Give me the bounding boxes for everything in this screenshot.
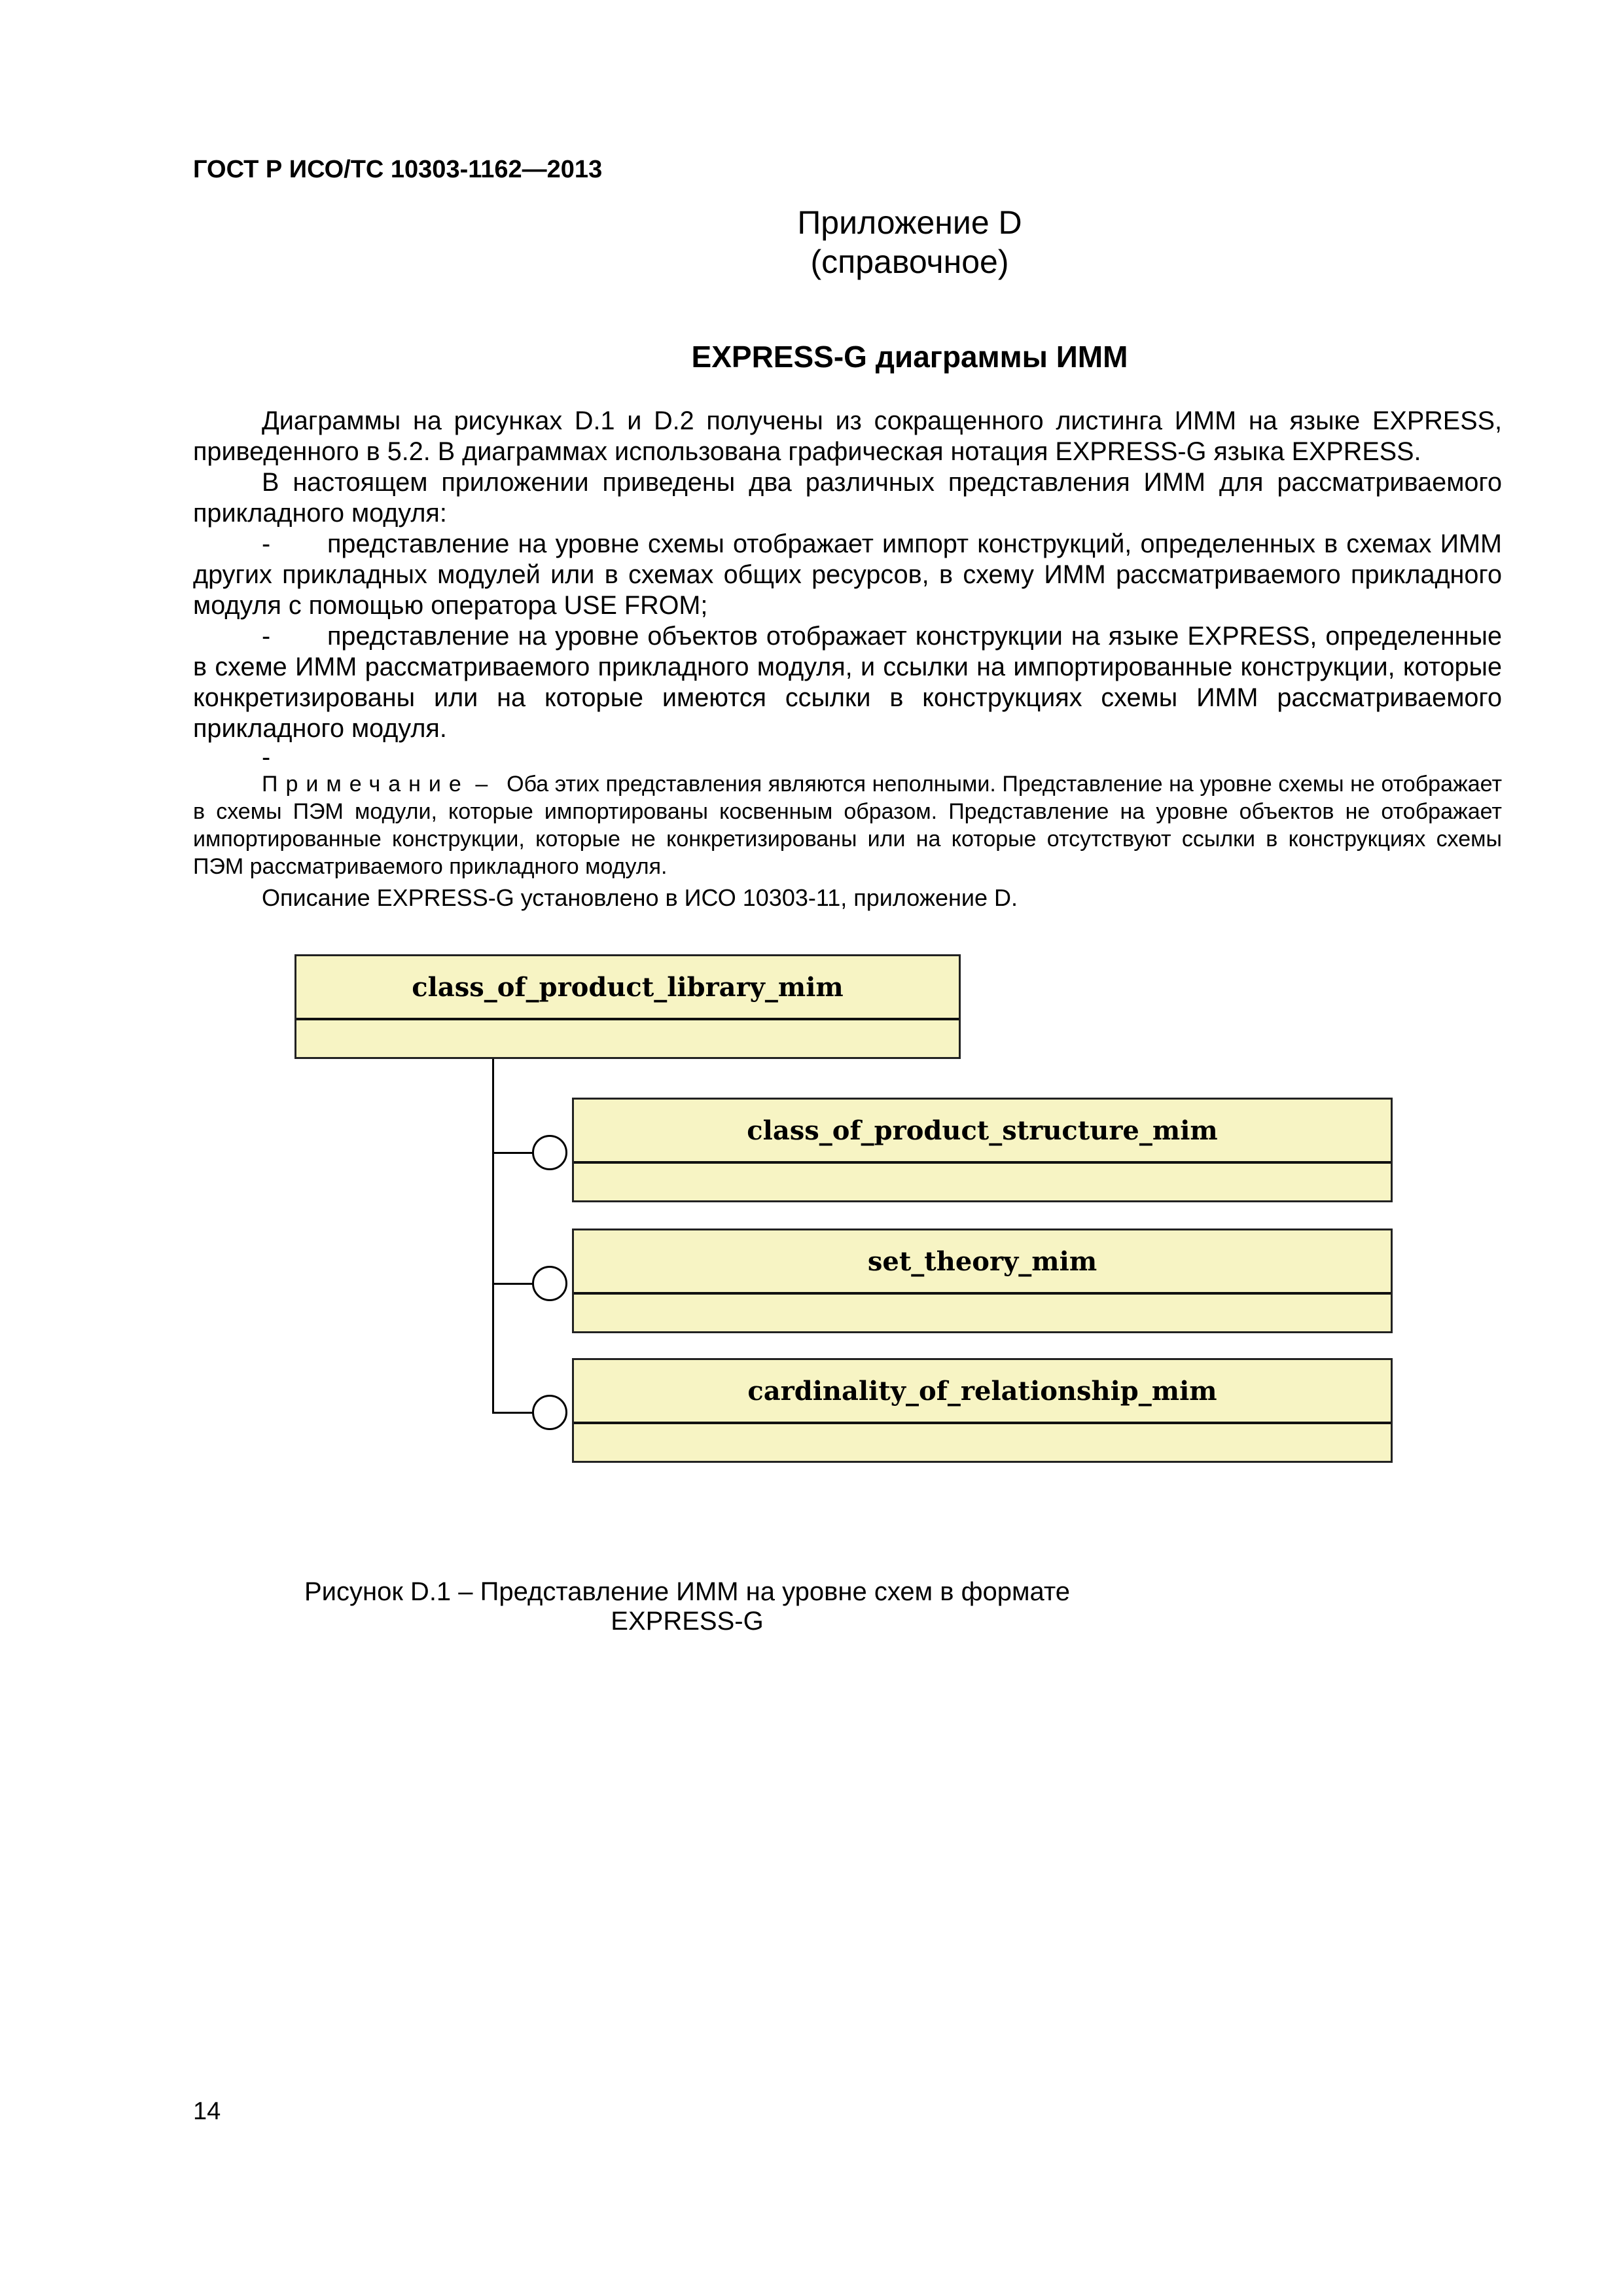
note [193,770,1502,880]
connector-trunk [492,1059,494,1412]
paragraph-intro: Диаграммы на рисунках D.1 и D.2 получены из сокращенного листинга ИММ на языке EXPRESS, приведенного в 5.2. В диаграммах использована графическая нотация EXPRESS-G языка EXPRESS. [193,406,1502,466]
annex-title: Приложение D [797,204,1022,241]
paragraph-description: Описание EXPRESS-G установлено в ИСО 10303-11, приложение D. [262,884,1018,911]
list-dash: - [262,529,271,558]
page-number: 14 [193,2098,221,2125]
schema-box-used-1-name: class_of_product_structure_mim [574,1100,1391,1164]
list-dash: - [262,622,271,651]
schema-box-used-1 [572,1098,1393,1202]
note-text: Оба этих представления являются неполными. Представление на уровне схемы не отображает в схемы ПЭМ модули, которые импортированы косвенным образом. Представление на уровне объектов не отображает импортированные конструкции, которые не конкретизированы или на которые отсутствуют ссылки в конструкциях схемы ПЭМ рассматриваемого прикладного модуля. [193,772,1503,879]
schema-box-used-3 [572,1358,1393,1463]
annex-type: (справочное) [810,243,1009,280]
document-header: ГОСТ Р ИСО/ТС 10303-1162—2013 [193,156,603,183]
schema-box-main [294,954,961,1059]
schema-box-used-2-name: set_theory_mim [574,1230,1391,1295]
figure-caption: Рисунок D.1 – Представление ИММ на уровне схем в формате EXPRESS-G [304,1577,1071,1636]
schema-box-main-name: class_of_product_library_mim [296,956,959,1020]
schema-box-used-2 [572,1229,1393,1333]
connector-branch-3 [492,1412,534,1414]
connector-branch-2 [492,1283,534,1285]
use-from-circle-1 [532,1135,567,1170]
section-title: EXPRESS-G диаграммы ИММ [691,340,1128,374]
list-item-text: представление на уровне схемы отображает импорт конструкций, определенных в схемах ИММ других прикладных модулей или в схемах общих ресурсов, в схему ИММ рассматриваемого прикладного модуля с помощью оператора USE FROM; [193,529,1502,620]
list-item-schema-level [193,529,1502,621]
list-item-entity-level [193,621,1502,744]
annex-heading [681,203,1139,281]
use-from-circle-2 [532,1266,567,1301]
note-separator: – [475,772,488,797]
stray-dash: - [262,743,271,772]
paragraph-representations: В настоящем приложении приведены два различных представления ИММ для рассматриваемого прикладного модуля: [193,468,1502,528]
schema-box-used-3-name: cardinality_of_relationship_mim [574,1360,1391,1424]
connector-branch-1 [492,1152,534,1154]
body-text [193,406,1502,913]
use-from-circle-3 [532,1395,567,1430]
note-label: Примечание [262,772,469,797]
list-item-text: представление на уровне объектов отображает конструкции на языке EXPRESS, определенные в схеме ИММ рассматриваемого прикладного модуля, и ссылки на импортированные конструкции, которые конкретизированы или на которые имеются ссылки в конструкциях схемы ИММ рассматриваемого прикладного модуля. [193,622,1502,743]
